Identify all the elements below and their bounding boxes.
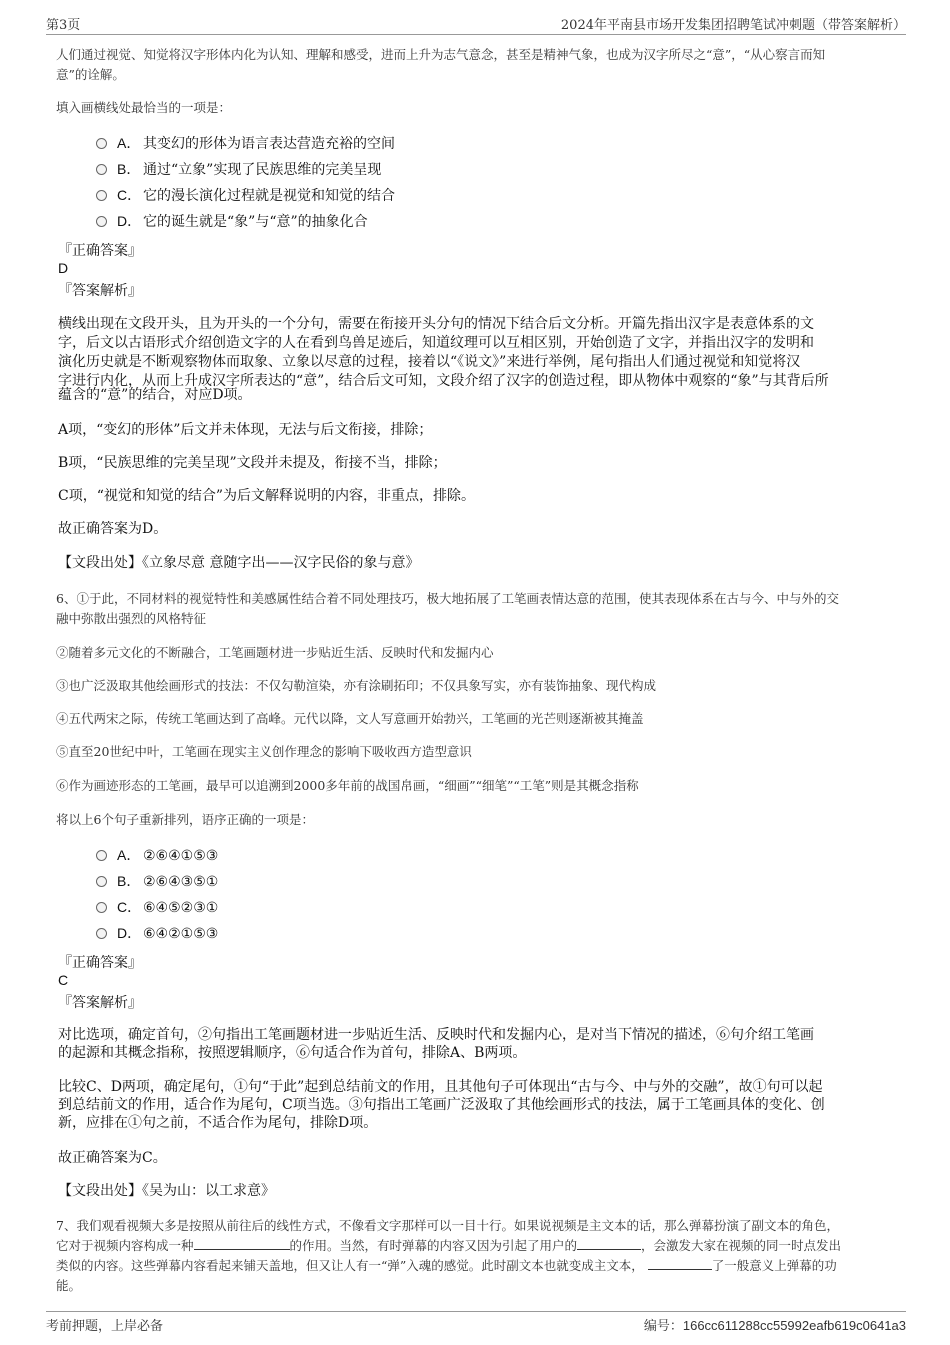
q6-analysis-line: 比较C、D两项，确定尾句，①句“于此”起到总结前文的作用，且其他句子可体现出“古与今、中与外的交融”，故①句可以起 <box>58 1079 823 1095</box>
q6-conclusion: 故正确答案为C。 <box>58 1150 167 1166</box>
q5-analysis-line: 横线出现在文段开头，且为开头的一个分句，需要在衔接开头分句的情况下结合后文分析。开篇先指出汉字是表意体系的文 <box>58 316 814 332</box>
q6-source: 【文段出处】《吴为山：以工求意》 <box>58 1183 275 1199</box>
fill-blank-1[interactable] <box>194 1237 290 1250</box>
q6-analysis-line: 到总结前文的作用，适合作为尾句，C项当选。③句指出工笔画广泛汲取了其他绘画形式的技法，属于工笔画具体的变化、创 <box>58 1097 825 1113</box>
q7-line: 7、我们观看视频大多是按照从前往后的线性方式，不像看文字那样可以一目十行。如果说视频是主文本的话，那么弹幕扮演了副文本的角色， <box>56 1218 839 1233</box>
q5-analysis-line: 演化历史就是不断观察物体而取象、立象以尽意的过程，接着以“《说文》”来进行举例，尾句指出人们通过视觉和知觉将汉 <box>58 354 801 370</box>
q6-stem-line: 融中弥散出强烈的风格特征 <box>56 611 207 626</box>
q6-analysis-line: 对比选项，确定首句，②句指出工笔画题材进一步贴近生活、反映时代和发掘内心，是对当下情况的描述，⑥句介绍工笔画 <box>58 1027 814 1043</box>
radio-button[interactable] <box>96 850 107 861</box>
q5-prompt: 填入画横线处最恰当的一项是： <box>56 100 232 115</box>
q5-option-c[interactable]: C． 它的漫长演化过程就是视觉和知觉的结合 <box>96 185 395 207</box>
q7-line: 类似的内容。这些弹幕内容看起来铺天盖地，但又让人有一“弹”入魂的感觉。此时副文本也就变成主文本， 了一般意义上弹幕的功 <box>56 1258 837 1273</box>
document-id: 编号：166cc611288cc55992eafb619c0641a3 <box>643 1318 906 1334</box>
radio-button[interactable] <box>96 216 107 227</box>
q5-answer-label: 『正确答案』 <box>58 243 142 259</box>
q6-answer: C <box>58 972 69 988</box>
q5-source: 【文段出处】《立象尽意 意随字出——汉字民俗的象与意》 <box>58 555 420 571</box>
q6-sentence: ⑤直至20世纪中叶，工笔画在现实主义创作理念的影响下吸收西方造型意识 <box>56 744 472 759</box>
q6-sentence: ③也广泛汲取其他绘画形式的技法：不仅勾勒渲染，亦有涂刷拓印；不仅具象写实，亦有装饰抽象、现代构成 <box>56 678 657 693</box>
q6-sentence: ⑥作为画迹形态的工笔画，最早可以追溯到2000多年前的战国帛画，“细画”“细笔”“工笔”则是其概念指称 <box>56 778 639 793</box>
q5-analysis-line: 字，后文以古语形式介绍创造文字的人在看到鸟兽足迹后，知道纹理可以互相区别，开始创造了文字，并指出汉字的发明和 <box>58 335 814 351</box>
document-title: 2024年平南县市场开发集团招聘笔试冲刺题（带答案解析） <box>560 18 906 33</box>
q5-elim-b: B项，“民族思维的完美呈现”文段并未提及，衔接不当，排除； <box>58 455 447 471</box>
radio-button[interactable] <box>96 190 107 201</box>
q5-answer: D <box>58 260 69 276</box>
q5-option-d[interactable]: D． 它的诞生就是“象”与“意”的抽象化合 <box>96 211 368 233</box>
q5-option-b[interactable]: B． 通过“立象”实现了民族思维的完美呈现 <box>96 159 381 181</box>
q6-option-b[interactable]: B． ②⑥④③⑤① <box>96 871 218 893</box>
radio-button[interactable] <box>96 138 107 149</box>
q5-conclusion: 故正确答案为D。 <box>58 521 168 537</box>
q5-analysis-label: 『答案解析』 <box>58 283 142 299</box>
radio-button[interactable] <box>96 928 107 939</box>
q6-stem-line: 6、①于此，不同材料的视觉特性和美感属性结合着不同处理技巧，极大地拓展了工笔画表情达意的范围，使其表现体系在古与今、中与外的交 <box>56 591 839 606</box>
q6-sentence: ②随着多元文化的不断融合，工笔画题材进一步贴近生活、反映时代和发掘内心 <box>56 645 494 660</box>
radio-button[interactable] <box>96 164 107 175</box>
q5-option-a[interactable]: A． 其变幻的形体为语言表达营造充裕的空间 <box>96 133 395 155</box>
q6-analysis-line: 的起源和其概念指称，按照逻辑顺序，⑥句适合作为首句，排除A、B两项。 <box>58 1045 527 1061</box>
q5-elim-c: C项，“视觉和知觉的结合”为后文解释说明的内容，非重点，排除。 <box>58 488 476 504</box>
q6-sentence: ④五代两宋之际，传统工笔画达到了高峰。元代以降，文人写意画开始勃兴，工笔画的光芒则逐渐被其掩盖 <box>56 711 644 726</box>
q5-elim-a: A项，“变幻的形体”后文并未体现，无法与后文衔接，排除； <box>58 422 433 438</box>
radio-button[interactable] <box>96 876 107 887</box>
q6-answer-label: 『正确答案』 <box>58 955 142 971</box>
q6-option-a[interactable]: A． ②⑥④①⑤③ <box>96 845 218 867</box>
radio-button[interactable] <box>96 902 107 913</box>
q5-analysis-line: 蕴含的“意”的结合，对应D项。 <box>58 387 252 403</box>
q5-passage-line: 意”的诠解。 <box>56 67 125 82</box>
q6-analysis-label: 『答案解析』 <box>58 995 142 1011</box>
q5-passage-line: 人们通过视觉、知觉将汉字形体内化为认知、理解和感受，进而上升为志气意念，甚至是精神气象，也成为汉字所尽之“意”，“从心察言而知 <box>56 47 826 62</box>
q7-line: 能。 <box>56 1278 82 1293</box>
q5-analysis-line: 字进行内化，从而上升成汉字所表达的“意”，结合后文可知，文段介绍了汉字的创造过程，即从物体中观察的“象”与其背后所 <box>58 373 829 389</box>
q6-option-c[interactable]: C． ⑥④⑤②③① <box>96 897 218 919</box>
page-header <box>46 12 906 35</box>
q7-line: 它对于视频内容构成一种 的作用。当然，有时弹幕的内容又因为引起了用户的 ，会激发大家在视频的同一时点发出 <box>56 1238 842 1253</box>
q6-option-d[interactable]: D． ⑥④②①⑤③ <box>96 923 218 945</box>
fill-blank-3[interactable] <box>648 1257 712 1270</box>
q6-prompt: 将以上6个句子重新排列，语序正确的一项是： <box>56 812 314 827</box>
q6-analysis-line: 新，应排在①句之前，不适合作为尾句，排除D项。 <box>58 1115 378 1131</box>
page-footer <box>46 1311 906 1334</box>
page-number: 第3页 <box>46 18 81 33</box>
footer-slogan: 考前押题，上岸必备 <box>46 1319 164 1334</box>
fill-blank-2[interactable] <box>577 1237 641 1250</box>
